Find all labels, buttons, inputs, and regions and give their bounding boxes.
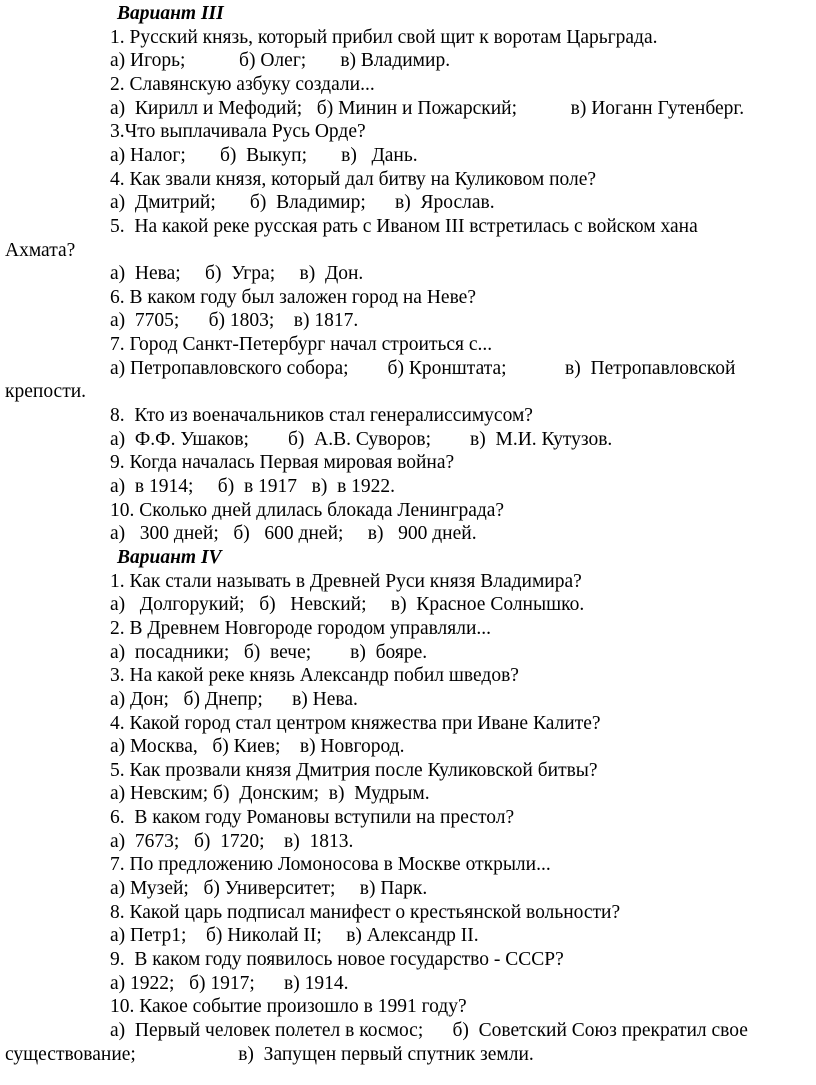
answer-options: а) Невским; б) Донским; в) Мудрым. bbox=[110, 783, 430, 805]
question-text: 9. Когда началась Первая мировая война? bbox=[110, 452, 455, 474]
wrapped-text: Ахмата? bbox=[5, 239, 76, 261]
question-text: 5. На какой реке русская рать с Иваном III встретилась с войском хана bbox=[110, 215, 698, 237]
question-text: 7. Город Санкт-Петербург начал строиться с... bbox=[110, 334, 493, 356]
answer-options: а) Ф.Ф. Ушаков; б) А.В. Суворов; в) М.И. Кутузов. bbox=[110, 428, 613, 450]
section-heading: Вариант III bbox=[117, 3, 224, 24]
answer-options: а) посадники; б) вече; в) бояре. bbox=[110, 641, 428, 663]
question-text: 3. На какой реке князь Александр побил шведов? bbox=[110, 665, 519, 687]
wrapped-text: крепости. bbox=[5, 381, 87, 403]
wrapped-text: существование; в) Запущен первый спутник земли. bbox=[5, 1043, 534, 1065]
answer-options: а) Налог; б) Выкуп; в) Дань. bbox=[110, 144, 418, 166]
question-text: 10. Сколько дней длилась блокада Ленинграда? bbox=[110, 499, 505, 521]
question-text: 7. По предложению Ломоносова в Москве открыли... bbox=[110, 854, 551, 876]
question-text: 5. Как прозвали князя Дмитрия после Куликовской битвы? bbox=[110, 759, 598, 781]
answer-options: а) Москва, б) Киев; в) Новгород. bbox=[110, 736, 405, 758]
answer-options: а) Долгорукий; б) Невский; в) Красное Солнышко. bbox=[110, 594, 585, 616]
answer-options: а) Петр1; б) Николай II; в) Александр II. bbox=[110, 925, 479, 947]
answer-options: а) Игорь; б) Олег; в) Владимир. bbox=[110, 50, 451, 72]
question-text: 3.Что выплачивала Русь Орде? bbox=[110, 121, 366, 143]
answer-options: а) Кирилл и Мефодий; б) Минин и Пожарский; в) Иоганн Гутенберг. bbox=[110, 97, 745, 119]
question-text: 6. В каком году Романовы вступили на престол? bbox=[110, 807, 515, 829]
answer-options: а) 7673; б) 1720; в) 1813. bbox=[110, 830, 354, 852]
question-text: 8. Какой царь подписал манифест о крестьянской вольности? bbox=[110, 901, 621, 923]
answer-options: а) Петропавловского собора; б) Кронштата; в) Петропавловской bbox=[110, 357, 736, 379]
question-text: 1. Русский князь, который прибил свой щит к воротам Царьграда. bbox=[110, 26, 658, 48]
answer-options: а) 300 дней; б) 600 дней; в) 900 дней. bbox=[110, 523, 477, 545]
question-text: 8. Кто из военачальников стал генералиссимусом? bbox=[110, 405, 533, 426]
answer-options: а) Нева; б) Угра; в) Дон. bbox=[110, 263, 364, 285]
question-text: 2. В Древнем Новгороде городом управляли... bbox=[110, 617, 492, 639]
answer-options: а) Дон; б) Днепр; в) Нева. bbox=[110, 688, 358, 710]
answer-options: а) в 1914; б) в 1917 в) в 1922. bbox=[110, 476, 396, 497]
question-text: 2. Славянскую азбуку создали... bbox=[110, 73, 375, 95]
answer-options: а) Первый человек полетел в космос; б) Советский Союз прекратил свое bbox=[110, 1019, 748, 1041]
question-text: 6. В каком году был заложен город на Неве? bbox=[110, 286, 476, 308]
section-heading: Вариант IV bbox=[117, 546, 222, 568]
answer-options: а) 7705; б) 1803; в) 1817. bbox=[110, 310, 359, 332]
question-text: 1. Как стали называть в Древней Руси князя Владимира? bbox=[110, 570, 582, 592]
answer-options: а) Дмитрий; б) Владимир; в) Ярослав. bbox=[110, 192, 495, 214]
question-text: 10. Какое событие произошло в 1991 году? bbox=[110, 996, 467, 1018]
question-text: 4. Какой город стал центром княжества при Иване Калите? bbox=[110, 712, 601, 734]
question-text: 4. Как звали князя, который дал битву на Куликовом поле? bbox=[110, 168, 597, 190]
question-text: 9. В каком году появилось новое государство - СССР? bbox=[110, 949, 564, 970]
answer-options: а) 1922; б) 1917; в) 1914. bbox=[110, 972, 349, 994]
answer-options: а) Музей; б) Университет; в) Парк. bbox=[110, 878, 428, 899]
